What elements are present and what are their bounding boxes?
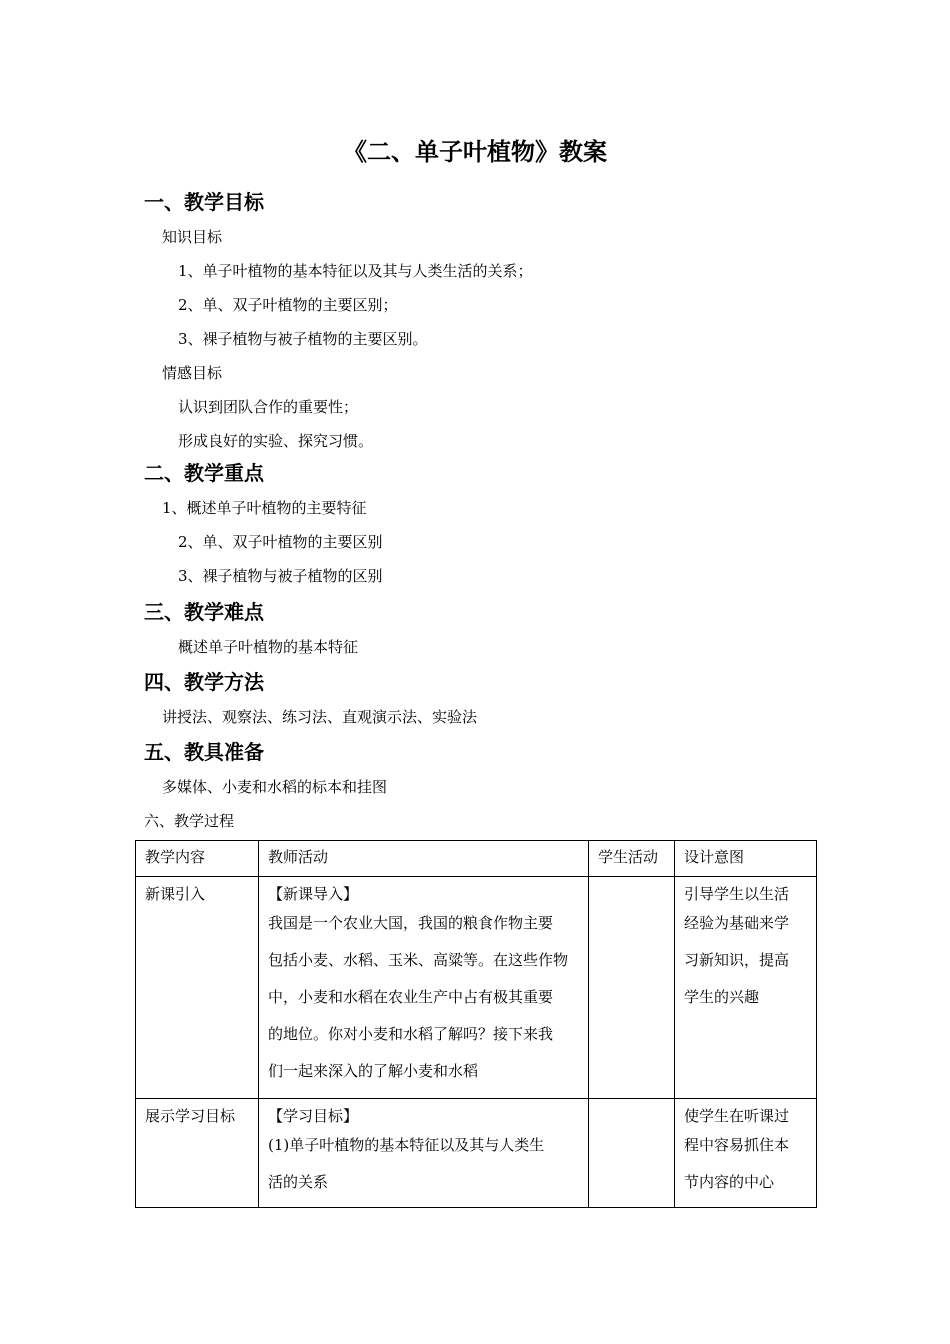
design-intent-line: 经验为基础来学: [684, 914, 790, 932]
table-header-row: [136, 841, 817, 877]
design-intent-line: 节内容的中心: [684, 1173, 775, 1191]
section-heading-key-points: 二、教学重点: [144, 461, 264, 485]
header-teacher: 教师活动: [259, 841, 589, 877]
design-intent-line: 程中容易抓住本: [684, 1136, 790, 1154]
knowledge-item: 2、单、双子叶植物的主要区别；: [178, 296, 398, 314]
design-intent-line: 习新知识，提高: [684, 951, 790, 969]
teacher-activity-line: 中，小麦和水稻在农业生产中占有极其重要: [268, 988, 554, 1006]
row-content: 展示学习目标: [145, 1107, 236, 1125]
materials-text: 多媒体、小麦和水稻的标本和挂图: [162, 778, 388, 796]
document-title: 《二、单子叶植物》教案: [343, 138, 607, 166]
emotion-objectives-label: 情感目标: [162, 364, 223, 382]
knowledge-item: 1、单子叶植物的基本特征以及其与人类生活的关系；: [178, 262, 533, 280]
key-point-item: 1、概述单子叶植物的主要特征: [162, 499, 367, 517]
student-activity-cell: [589, 1099, 675, 1208]
difficulty-text: 概述单子叶植物的基本特征: [178, 638, 359, 656]
section-heading-objectives: 一、教学目标: [144, 190, 264, 214]
teacher-activity-line: 的地位。你对小麦和水稻了解吗？接下来我: [268, 1025, 554, 1043]
table-row: [136, 1099, 817, 1208]
header-content: 教学内容: [136, 841, 259, 877]
emotion-item: 形成良好的实验、探究习惯。: [178, 432, 374, 450]
teacher-activity-line: 包括小麦、水稻、玉米、高粱等。在这些作物: [268, 951, 569, 969]
row-content: 新课引入: [145, 885, 206, 903]
design-intent-line: 学生的兴趣: [684, 988, 760, 1006]
section-heading-methods: 四、教学方法: [144, 670, 264, 694]
table-row: [136, 877, 817, 1099]
teacher-activity-title: 【学习目标】: [268, 1107, 359, 1125]
section-heading-materials: 五、教具准备: [144, 740, 264, 764]
header-student: 学生活动: [589, 841, 675, 877]
design-intent-line: 引导学生以生活: [684, 885, 790, 903]
teacher-activity-line: 们一起来深入的了解小麦和水稻: [268, 1062, 479, 1080]
header-intent: 设计意图: [675, 841, 817, 877]
teacher-activity-line: 活的关系: [268, 1173, 329, 1191]
teacher-activity-title: 【新课导入】: [268, 885, 359, 903]
emotion-item: 认识到团队合作的重要性；: [178, 398, 359, 416]
section-heading-process: 六、教学过程: [144, 812, 235, 830]
key-point-item: 3、裸子植物与被子植物的区别: [178, 567, 383, 585]
teaching-process-table: [135, 840, 817, 1208]
methods-text: 讲授法、观察法、练习法、直观演示法、实验法: [162, 708, 478, 726]
teacher-activity-line: 我国是一个农业大国，我国的粮食作物主要: [268, 914, 554, 932]
knowledge-item: 3、裸子植物与被子植物的主要区别。: [178, 330, 428, 348]
section-heading-difficulties: 三、教学难点: [144, 600, 264, 624]
teacher-activity-line: (1)单子叶植物的基本特征以及其与人类生: [268, 1136, 545, 1154]
key-point-item: 2、单、双子叶植物的主要区别: [178, 533, 383, 551]
design-intent-line: 使学生在听课过: [684, 1107, 790, 1125]
knowledge-objectives-label: 知识目标: [162, 228, 223, 246]
student-activity-cell: [589, 877, 675, 1099]
